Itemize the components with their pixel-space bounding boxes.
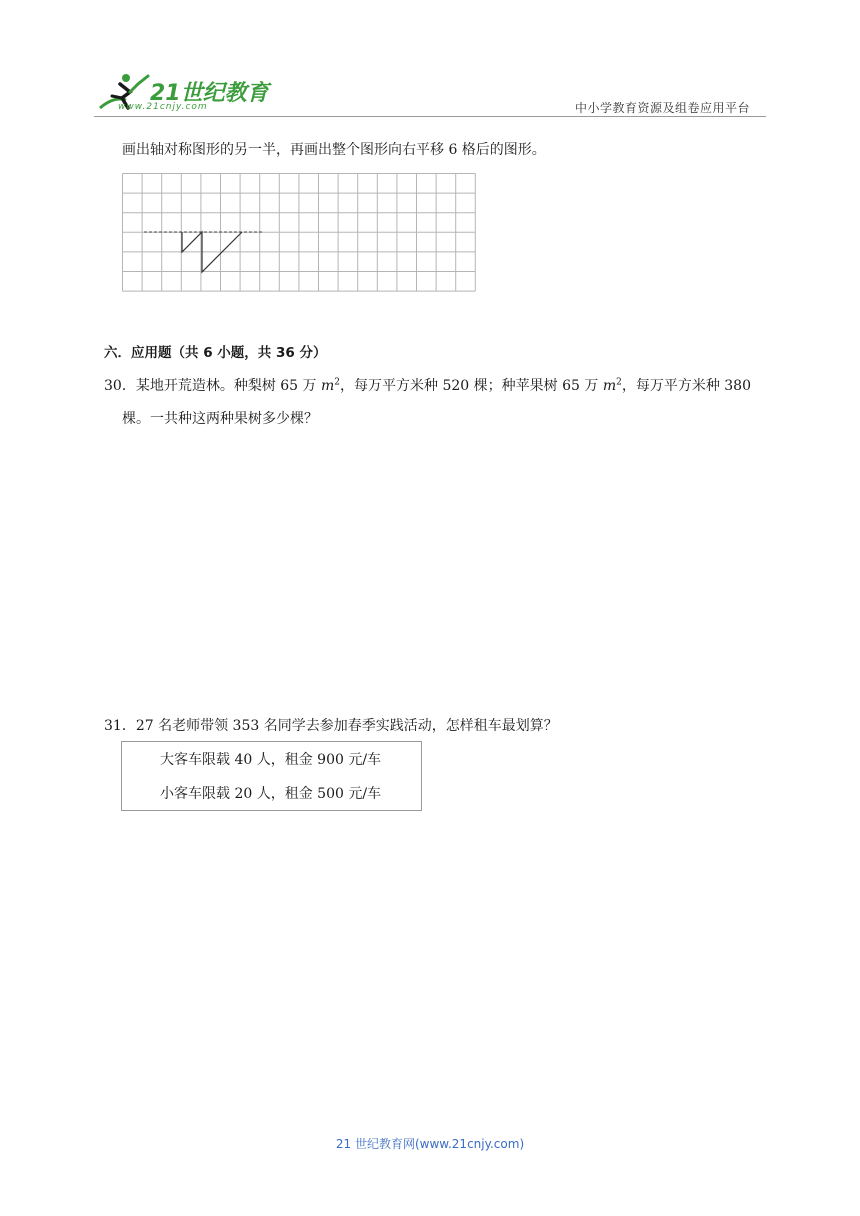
- platform-name: 中小学教育资源及组卷应用平台: [575, 101, 751, 115]
- section-title: 六．应用题（共 6 小题，共 36 分）: [104, 345, 327, 361]
- q31-line: 31．27 名老师带领 353 名同学去参加春季实践活动，怎样租车最划算？: [104, 718, 558, 734]
- q29-instruction: 画出轴对称图形的另一半，再画出整个图形向右平移 6 格后的图形。: [122, 142, 546, 158]
- site-logo: [96, 70, 269, 116]
- logo-title: 21世纪教育: [150, 81, 269, 106]
- header-divider: [94, 116, 766, 117]
- q30-line1: 30．某地开荒造林。种梨树 65 万 $m^2$，每万平方米种 520 棵；种苹果树 65 万 $m^2$，每万平方米种 380: [104, 377, 751, 394]
- q30-number: 30．: [104, 378, 136, 394]
- q31-number: 31．: [104, 718, 136, 734]
- logo-url: www.21cnjy.com: [118, 102, 208, 112]
- q30-line2: 棵。一共种这两种果树多少棵？: [122, 411, 318, 427]
- big-bus-info: 大客车限载 40 人，租金 900 元/车: [160, 752, 382, 768]
- footer-link[interactable]: 21 世纪教育网(www.21cnjy.com): [335, 1137, 525, 1151]
- small-bus-info: 小客车限载 20 人，租金 500 元/车: [160, 786, 382, 802]
- grid-figure: [122, 173, 478, 293]
